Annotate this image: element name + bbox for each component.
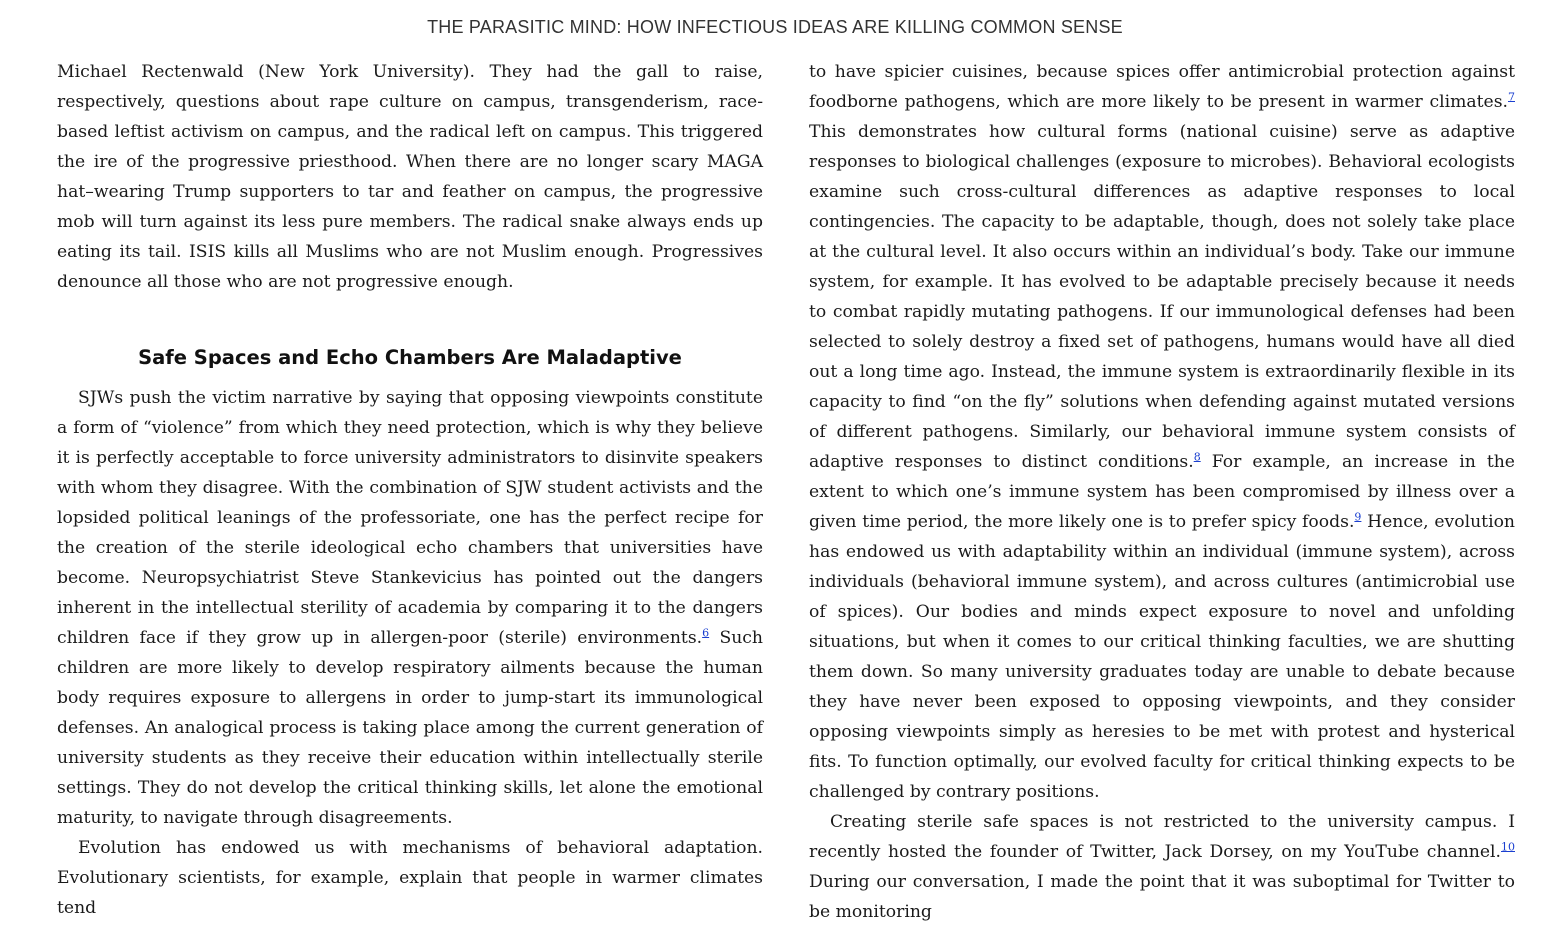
paragraph-text: Creating sterile safe spaces is not restricted to the university campus. I recently hosted the founder of Twitter, Jack Dorsey, on my YouTube channel. <box>809 812 1515 862</box>
paragraph-text: For example, an increase in the extent to which one’s immune system has been compromised by illness over a given time period, the more likely one is to prefer spicy foods. <box>809 452 1515 532</box>
paragraph-text: This demonstrates how cultural forms (national cuisine) serve as adaptive responses to biological challenges (exposure to microbes). Behavioral ecologists examine such cross-cultural differences as adaptive responses to local contingencies. The capacity to be adaptable, though, does not solely take place at the cultural level. It also occurs within an individual’s body. Take our immune system, for example. It has evolved to be adaptable precisely because it needs to combat rapidly mutating pathogens. If our immunological defenses had been selected to solely destroy a fixed set of pathogens, humans would have all died out a long time ago. Instead, the immune system is extraordinarily flexible in its capacity to find “on the fly” solutions when defending against mutated versions of different pathogens. Similarly, our behavioral immune system consists of adaptive responses to distinct conditions. <box>809 122 1515 472</box>
footnote-link-7[interactable]: 7 <box>1508 90 1515 104</box>
footnote-link-8[interactable]: 8 <box>1193 450 1201 464</box>
paragraph <box>57 383 763 833</box>
paragraph-text: Such children are more likely to develop respiratory ailments because the human body requires exposure to allergens in order to jump-start its immunological defenses. An analogical process is taking place among the current generation of university students as they receive their education within intellectually sterile settings. They do not develop the critical thinking skills, let alone the emotional maturity, to navigate through disagreements. <box>57 628 763 828</box>
paragraph <box>809 807 1515 927</box>
footnote-link-10[interactable]: 10 <box>1501 840 1515 854</box>
paragraph <box>809 57 1515 807</box>
footnote-link-9[interactable]: 9 <box>1354 510 1362 524</box>
paragraph-text: Hence, evolution has endowed us with adaptability within an individual (immune system), across individuals (behavioral immune system), and across cultures (antimicrobial use of spices). Our bodies and minds expect exposure to novel and unfolding situations, but when it comes to our critical thinking faculties, we are shutting them down. So many university graduates today are unable to debate because they have never been exposed to opposing viewpoints, and they consider opposing viewpoints simply as heresies to be met with protest and hysterical fits. To function optimally, our evolved faculty for critical thinking expects to be challenged by contrary positions. <box>809 512 1515 802</box>
paragraph: Michael Rectenwald (New York University). They had the gall to raise, respectively, questions about rape culture on campus, transgenderism, race-based leftist activism on campus, and the radical left on campus. This triggered the ire of the progressive priesthood. When there are no longer scary MAGA hat–wearing Trump supporters to tar and feather on campus, the progressive mob will turn against its less pure members. The radical snake always ends up eating its tail. ISIS kills all Muslims who are not Muslim enough. Progressives denounce all those who are not progressive enough. <box>57 62 763 292</box>
right-column <box>809 57 1515 927</box>
paragraph-text: SJWs push the victim narrative by saying that opposing viewpoints constitute a form of “violence” from which they need protection, which is why they believe it is perfectly acceptable to force university administrators to disinvite speakers with whom they disagree. With the combination of SJW student activists and the lopsided political leanings of the professoriate, one has the perfect recipe for the creation of the sterile ideological echo chambers that universities have become. Neuropsychiatrist Steve Stankevicius has pointed out the dangers inherent in the intellectual sterility of academia by comparing it to the dangers children face if they grow up in allergen-poor (sterile) environments. <box>57 388 763 648</box>
left-column <box>57 57 763 923</box>
footnote-link-6[interactable]: 6 <box>702 626 710 640</box>
section-heading: Safe Spaces and Echo Chambers Are Maladaptive <box>138 346 682 369</box>
paragraph: Evolution has endowed us with mechanisms of behavioral adaptation. Evolutionary scientists, for example, explain that people in warmer climates tend <box>57 838 763 918</box>
paragraph-text: During our conversation, I made the point that it was suboptimal for Twitter to be monitoring <box>809 872 1515 922</box>
running-header: THE PARASITIC MIND: HOW INFECTIOUS IDEAS ARE KILLING COMMON SENSE <box>427 17 1123 37</box>
paragraph-text: to have spicier cuisines, because spices offer antimicrobial protection against foodborne pathogens, which are more likely to be present in warmer climates. <box>809 62 1515 112</box>
